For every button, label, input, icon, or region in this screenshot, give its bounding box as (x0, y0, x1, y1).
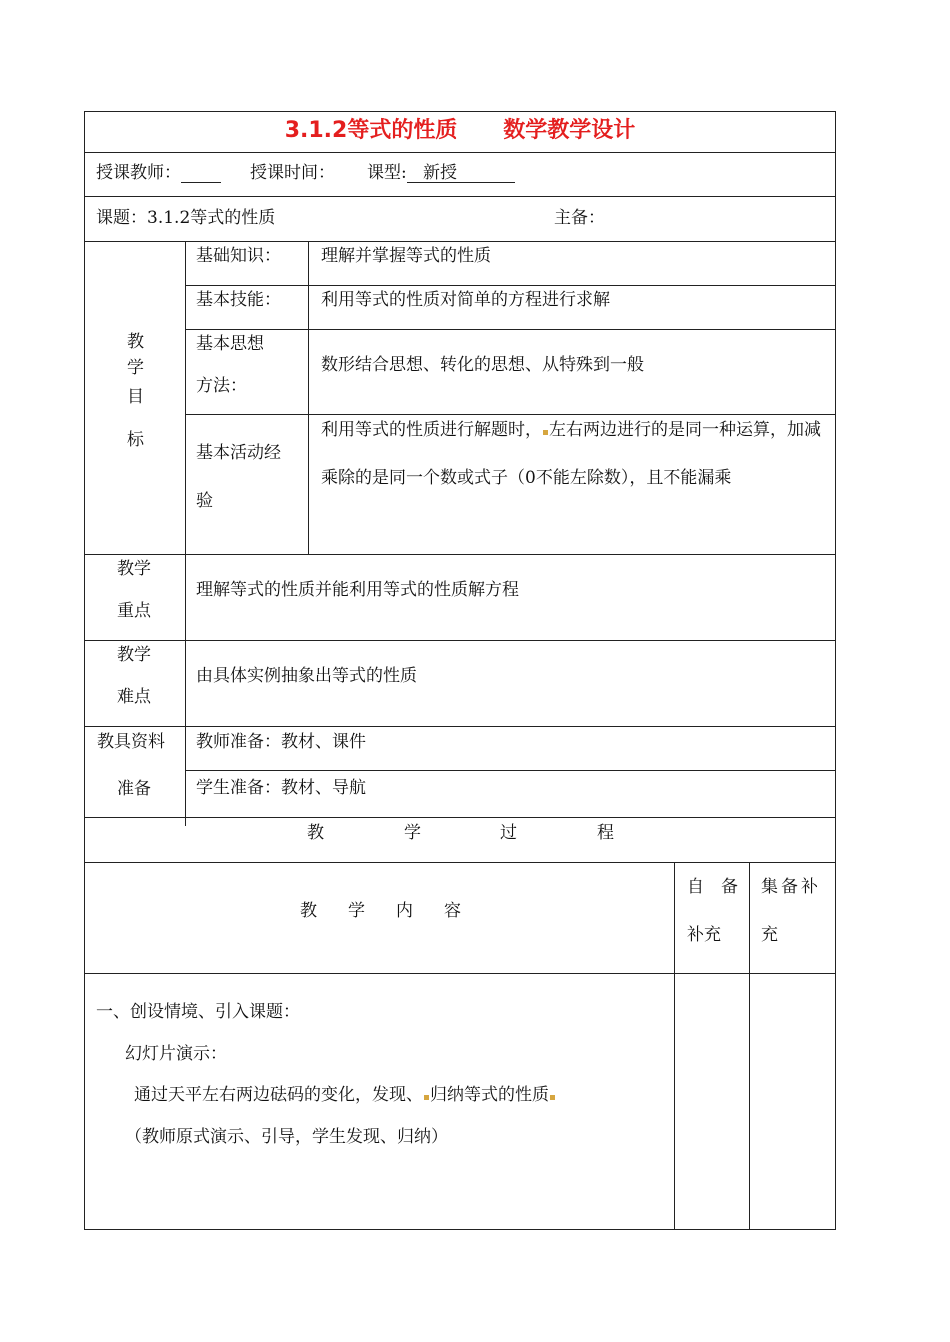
section-heading: 一、创设情境、引入课题： (96, 1002, 300, 1022)
process-header-char: 学 (404, 823, 421, 843)
row-divider (85, 726, 835, 727)
key-point-label: 重点 (117, 601, 151, 621)
key-point-label: 教学 (117, 559, 151, 579)
goal-value-skill: 利用等式的性质对简单的方程进行求解 (321, 290, 610, 310)
goal-label-skill: 基本技能： (196, 290, 281, 310)
experience-text-b: 左右两边进行的是同一种运算，加减乘除的是同一个数或式子（0不能左除数），且不能漏乘 (321, 420, 821, 488)
materials-label: 教具资料 (97, 732, 165, 752)
student-materials: 学生准备：教材、导航 (196, 778, 366, 798)
main-preparer-label: 主备： (554, 208, 605, 228)
column-divider (185, 241, 186, 826)
teacher-materials: 教师准备：教材、课件 (196, 732, 366, 752)
row-divider (185, 285, 835, 286)
goal-value-knowledge: 理解并掌握等式的性质 (321, 246, 491, 266)
goals-header-char: 教 (127, 332, 144, 352)
experience-text-a: 利用等式的性质进行解题时， (321, 420, 542, 440)
group-supplement-header: 充 (761, 925, 778, 945)
teacher-field (96, 165, 221, 183)
content-header-char: 学 (348, 901, 365, 921)
row-divider (185, 770, 835, 771)
page-title: 3.1.2等式的性质 数学教学设计 (284, 118, 636, 143)
row-divider (85, 973, 835, 974)
materials-label: 准备 (117, 779, 151, 799)
highlight-dot (543, 430, 548, 435)
goal-value-method: 数形结合思想、转化的思想、从特殊到一般 (321, 355, 644, 375)
group-supplement-header: 集备补 (761, 877, 821, 897)
column-divider (674, 862, 675, 1230)
process-header-char: 程 (597, 823, 614, 843)
row-divider (85, 554, 835, 555)
difficulty-value: 由具体实例抽象出等式的性质 (196, 666, 417, 686)
goals-header-char: 目 (127, 387, 144, 407)
row-divider (85, 640, 835, 641)
section-text-a: 通过天平左右两边砝码的变化，发现、 (134, 1085, 423, 1105)
goal-label-knowledge: 基础知识： (196, 246, 281, 266)
content-header-char: 容 (444, 901, 461, 921)
row-divider (185, 329, 835, 330)
goals-header-char: 标 (127, 430, 144, 450)
teacher-label: 授课教师： (96, 163, 181, 183)
teacher-blank[interactable] (181, 165, 221, 183)
section-text-b: 归纳等式的性质 (430, 1085, 549, 1105)
key-point-value: 理解等式的性质并能利用等式的性质解方程 (196, 580, 519, 600)
self-supplement-header: 补充 (687, 925, 721, 945)
highlight-dot (550, 1095, 555, 1100)
section-note: （教师原式演示、引导，学生发现、归纳） (125, 1127, 448, 1147)
content-header-char: 内 (396, 901, 413, 921)
process-header-char: 教 (307, 823, 324, 843)
topic-label: 课题：3.1.2等式的性质 (96, 208, 276, 228)
goals-header-char: 学 (127, 358, 144, 378)
goal-label-experience: 基本活动经 (196, 443, 281, 463)
process-header-char: 过 (500, 823, 517, 843)
row-divider (85, 241, 835, 242)
self-supplement-header: 自 备 (687, 877, 738, 897)
section-text (134, 1087, 556, 1104)
goal-label-experience: 验 (196, 491, 213, 511)
row-divider (85, 196, 835, 197)
difficulty-label: 教学 (117, 645, 151, 665)
slide-demo-label: 幻灯片演示： (125, 1044, 227, 1064)
goal-value-experience (321, 406, 827, 502)
type-value: 新授 (422, 163, 457, 183)
highlight-dot (424, 1095, 429, 1100)
lesson-plan-table (84, 111, 836, 1230)
row-divider (85, 152, 835, 153)
type-label: 课型: (367, 163, 407, 183)
content-header-char: 教 (300, 901, 317, 921)
goal-label-method: 基本思想 (196, 334, 264, 354)
column-divider (749, 862, 750, 1230)
difficulty-label: 难点 (117, 687, 151, 707)
type-field (367, 165, 515, 183)
time-label: 授课时间： (250, 163, 335, 183)
row-divider (85, 862, 835, 863)
column-divider (308, 241, 309, 554)
type-blank (407, 165, 515, 183)
row-divider (85, 817, 835, 818)
goal-label-method: 方法： (196, 376, 247, 396)
